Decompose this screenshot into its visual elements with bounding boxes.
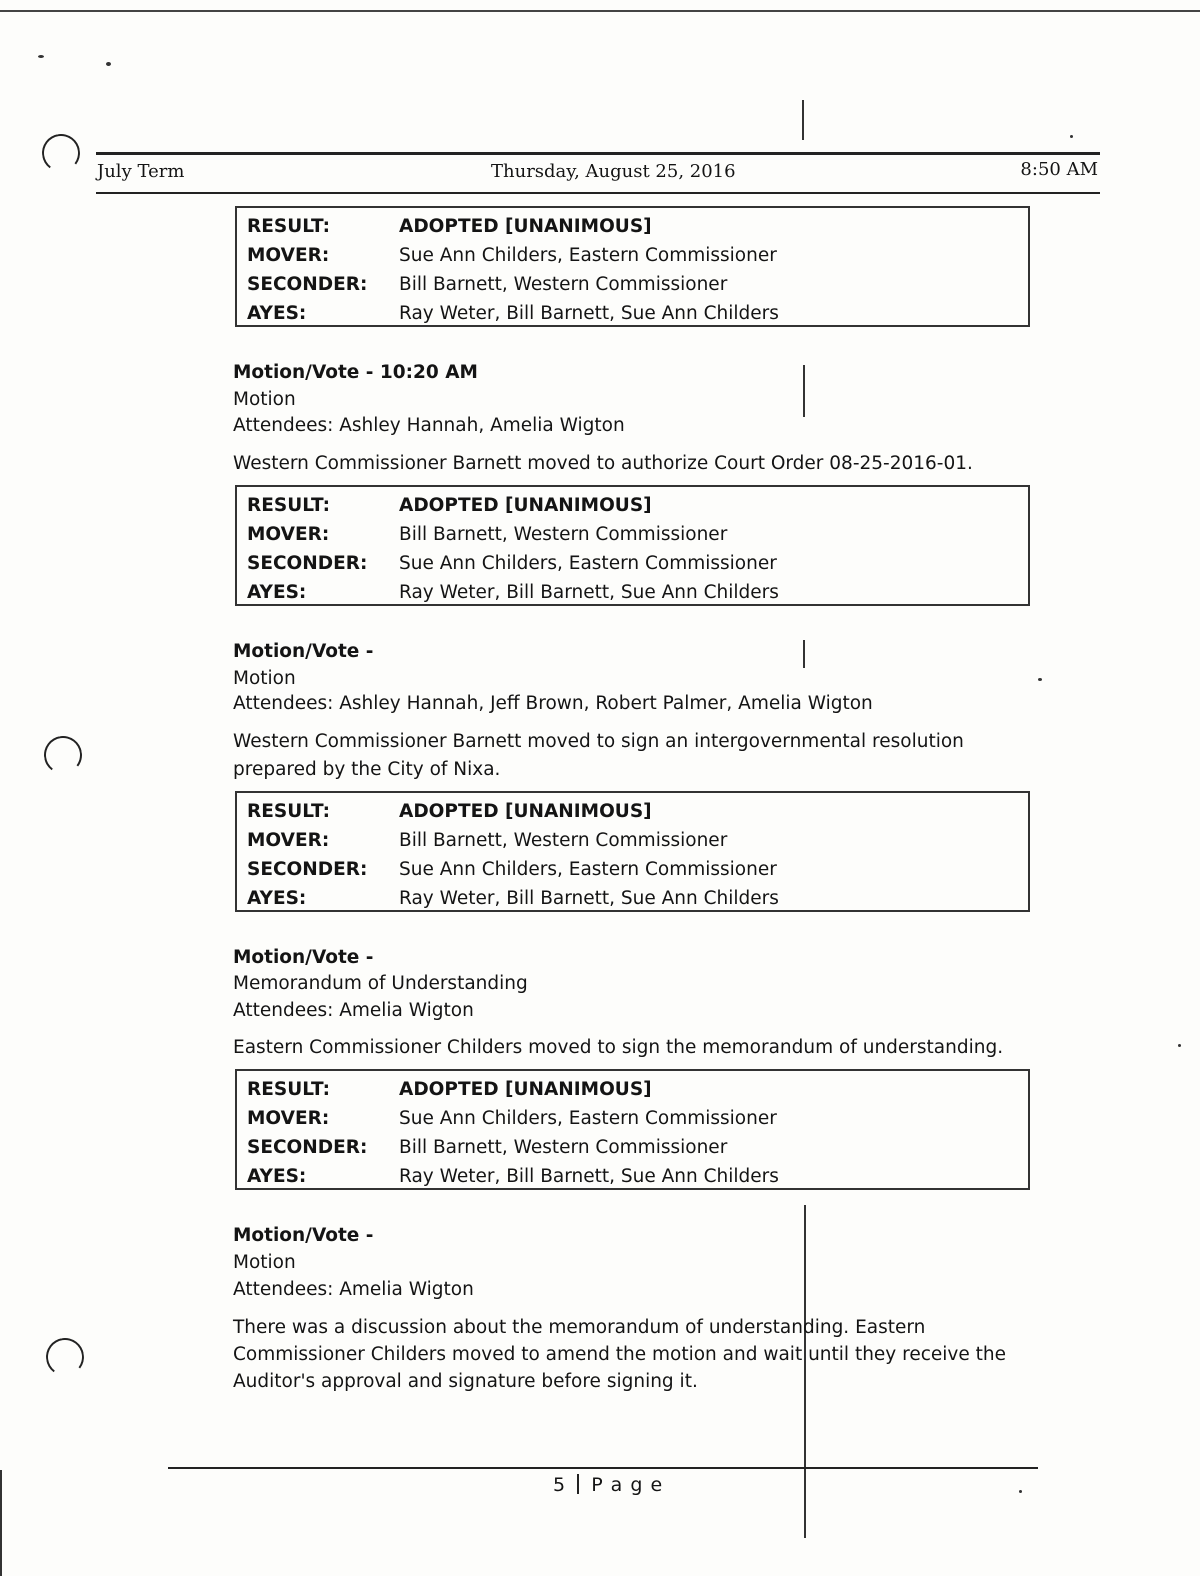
scan-vertical-mark	[804, 1478, 806, 1538]
motion-type: Motion	[233, 668, 296, 689]
header-bottom-rule	[96, 192, 1100, 194]
vote-result-table	[235, 485, 1030, 606]
page-separator	[577, 1474, 579, 1494]
motion-heading: Motion/Vote -	[233, 947, 374, 968]
header-term: July Term	[97, 161, 185, 182]
seconder-row	[247, 856, 777, 884]
ayes-label: AYES:	[247, 303, 307, 324]
vote-result-table	[235, 206, 1030, 327]
motion-text: Western Commissioner Barnett moved to sign an intergovernmental resolution	[233, 731, 964, 752]
seconder-row	[247, 550, 777, 578]
seconder-label: SECONDER:	[247, 1137, 368, 1158]
result-value: ADOPTED [UNANIMOUS]	[399, 801, 652, 822]
motion-type: Motion	[233, 1252, 296, 1273]
page-number: 5	[553, 1474, 566, 1496]
scan-speck	[1038, 678, 1042, 681]
mover-value: Sue Ann Childers, Eastern Commissioner	[399, 1108, 777, 1129]
result-label: RESULT:	[247, 801, 330, 822]
mover-row	[247, 1105, 777, 1133]
vote-result-table	[235, 1069, 1030, 1190]
seconder-label: SECONDER:	[247, 274, 368, 295]
punch-hole-top	[40, 132, 83, 175]
ayes-row	[247, 300, 779, 328]
ayes-value: Ray Weter, Bill Barnett, Sue Ann Childers	[399, 303, 779, 324]
mover-value: Bill Barnett, Western Commissioner	[399, 830, 728, 851]
seconder-value: Sue Ann Childers, Eastern Commissioner	[399, 859, 777, 880]
mover-label: MOVER:	[247, 830, 330, 851]
vote-result-table	[235, 791, 1030, 912]
page-label: P a g e	[591, 1474, 664, 1496]
motion-text: Western Commissioner Barnett moved to authorize Court Order 08-25-2016-01.	[233, 453, 973, 474]
motion-heading: Motion/Vote - 10:20 AM	[233, 362, 478, 383]
scan-vertical-mark	[803, 640, 805, 668]
motion-text: prepared by the City of Nixa.	[233, 759, 501, 780]
mover-label: MOVER:	[247, 1108, 330, 1129]
motion-text: Auditor's approval and signature before signing it.	[233, 1371, 698, 1392]
ayes-row	[247, 579, 779, 607]
motion-attendees: Attendees: Ashley Hannah, Amelia Wigton	[233, 415, 625, 436]
seconder-row	[247, 271, 727, 299]
seconder-value: Bill Barnett, Western Commissioner	[399, 1137, 728, 1158]
seconder-value: Bill Barnett, Western Commissioner	[399, 274, 728, 295]
seconder-value: Sue Ann Childers, Eastern Commissioner	[399, 553, 777, 574]
scan-speck	[1178, 1044, 1181, 1047]
result-value: ADOPTED [UNANIMOUS]	[399, 1079, 652, 1100]
ayes-label: AYES:	[247, 888, 307, 909]
motion-heading: Motion/Vote -	[233, 1225, 374, 1246]
motion-text: There was a discussion about the memorandum of understanding. Eastern	[233, 1317, 926, 1338]
result-value: ADOPTED [UNANIMOUS]	[399, 495, 652, 516]
motion-type: Memorandum of Understanding	[233, 973, 528, 994]
result-row	[247, 1076, 652, 1104]
motion-attendees: Attendees: Amelia Wigton	[233, 1000, 474, 1021]
page-footer	[553, 1474, 663, 1496]
ayes-label: AYES:	[247, 582, 307, 603]
mover-label: MOVER:	[247, 524, 330, 545]
ayes-label: AYES:	[247, 1166, 307, 1187]
scan-speck	[106, 62, 111, 66]
result-row	[247, 492, 652, 520]
seconder-label: SECONDER:	[247, 553, 368, 574]
mover-row	[247, 242, 777, 270]
scan-left-edge	[0, 1470, 2, 1576]
scan-vertical-mark	[803, 365, 805, 417]
header-top-rule	[96, 152, 1100, 155]
ayes-row	[247, 1163, 779, 1191]
motion-text: Eastern Commissioner Childers moved to sign the memorandum of understanding.	[233, 1037, 1004, 1058]
result-value: ADOPTED [UNANIMOUS]	[399, 216, 652, 237]
header-date: Thursday, August 25, 2016	[491, 161, 736, 182]
motion-heading: Motion/Vote -	[233, 641, 374, 662]
mover-value: Bill Barnett, Western Commissioner	[399, 524, 728, 545]
result-label: RESULT:	[247, 216, 330, 237]
seconder-label: SECONDER:	[247, 859, 368, 880]
mover-label: MOVER:	[247, 245, 330, 266]
seconder-row	[247, 1134, 727, 1162]
result-row	[247, 798, 652, 826]
mover-value: Sue Ann Childers, Eastern Commissioner	[399, 245, 777, 266]
mover-row	[247, 521, 727, 549]
result-label: RESULT:	[247, 1079, 330, 1100]
motion-text: Commissioner Childers moved to amend the motion and wait until they receive the	[233, 1344, 1006, 1365]
header-time: 8:50 AM	[1020, 159, 1098, 180]
motion-attendees: Attendees: Amelia Wigton	[233, 1279, 474, 1300]
ayes-row	[247, 885, 779, 913]
ayes-value: Ray Weter, Bill Barnett, Sue Ann Childers	[399, 1166, 779, 1187]
mover-row	[247, 827, 727, 855]
punch-hole-bottom	[44, 1336, 87, 1379]
scan-speck	[38, 55, 44, 58]
footer-rule	[168, 1467, 1038, 1469]
result-label: RESULT:	[247, 495, 330, 516]
scan-vertical-mark	[802, 100, 804, 140]
motion-attendees: Attendees: Ashley Hannah, Jeff Brown, Robert Palmer, Amelia Wigton	[233, 693, 873, 714]
scan-speck	[1070, 135, 1073, 138]
motion-type: Motion	[233, 389, 296, 410]
result-row	[247, 213, 652, 241]
ayes-value: Ray Weter, Bill Barnett, Sue Ann Childers	[399, 582, 779, 603]
ayes-value: Ray Weter, Bill Barnett, Sue Ann Childers	[399, 888, 779, 909]
scan-speck	[1019, 1490, 1022, 1493]
punch-hole-middle	[42, 734, 85, 777]
scan-top-edge	[0, 10, 1200, 12]
